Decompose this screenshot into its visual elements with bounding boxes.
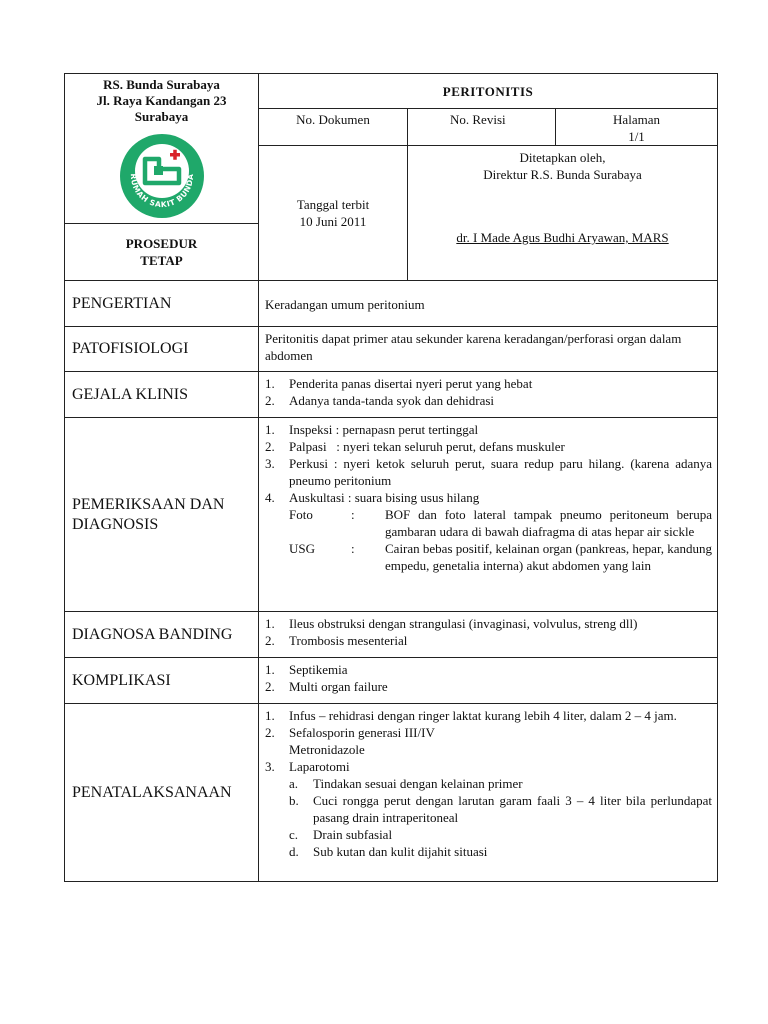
list-number: 3.: [265, 759, 275, 774]
no-dokumen-label: No. Dokumen: [296, 112, 370, 127]
list-text: Adanya tanda-tanda syok dan dehidrasi: [289, 393, 495, 408]
list-item: [265, 724, 712, 758]
tanggal-label: Tanggal terbit: [296, 197, 370, 212]
usg-text: Cairan bebas positif, kelainan organ (pankreas, hepar, kandung empedu, genetalia interna) akut abdomen yang lain: [385, 541, 713, 573]
halaman-label: Halaman: [613, 112, 660, 127]
sub-list-letter: d.: [289, 844, 299, 859]
tanggal-terbit-cell: [259, 146, 408, 281]
foto-label: Foto: [289, 507, 313, 522]
hospital-line-2: Jl. Raya Kandangan 23: [96, 93, 227, 108]
section-content-diagnosa-banding: [259, 612, 718, 658]
list-item: [265, 678, 712, 695]
list-item: [265, 392, 712, 409]
tetap-label: TETAP: [140, 253, 183, 268]
section-label-gejala-klinis: GEJALA KLINIS: [65, 372, 259, 418]
no-dokumen-cell: [259, 109, 408, 146]
direktur-label: Direktur R.S. Bunda Surabaya: [483, 167, 642, 182]
list-text: Trombosis mesenterial: [289, 633, 408, 648]
sub-list-letter: b.: [289, 793, 299, 808]
sop-document: [64, 73, 717, 882]
prosedur-label: PROSEDUR: [125, 236, 198, 251]
sub-list-item: [289, 792, 712, 826]
list-text: Auskultasi : suara bising usus hilang: [289, 490, 480, 505]
list-item: [265, 615, 712, 632]
section-label-pemeriksaan: [65, 418, 259, 612]
section-content-komplikasi: [259, 658, 718, 704]
section-content-patofisiologi: Peritonitis dapat primer atau sekunder karena keradangan/perforasi organ dalam abdomen: [259, 327, 718, 372]
list-number: 2.: [265, 633, 275, 648]
section-label-komplikasi: KOMPLIKASI: [65, 658, 259, 704]
section-label-diagnosa-banding: DIAGNOSA BANDING: [65, 612, 259, 658]
list-text: Laparotomi: [289, 759, 350, 774]
logo-text: RUMAH SAKIT BUNDA: [128, 173, 195, 210]
sub-list-item: [289, 826, 712, 843]
document-title: PERITONITIS: [259, 74, 718, 109]
list-text: Perkusi : nyeri ketok seluruh perut, suara redup paru hilang. (karena adanya pneumo peritonium: [289, 456, 713, 488]
list-text: Penderita panas disertai nyeri perut yang hebat: [289, 376, 533, 391]
sub-list-letter: c.: [289, 827, 299, 842]
list-text: Inspeksi : pernapasn perut tertinggal: [289, 422, 479, 437]
hospital-cell: [65, 74, 259, 224]
hospital-logo: [65, 125, 258, 223]
usg-colon: :: [351, 541, 355, 556]
hospital-line-1: RS. Bunda Surabaya: [103, 77, 220, 92]
list-item: [265, 421, 712, 438]
drug-metronidazole: Metronidazole: [289, 742, 365, 757]
list-number: 2.: [265, 679, 275, 694]
signatory-name: dr. I Made Agus Budhi Aryawan, MARS: [456, 230, 669, 245]
list-number: 2.: [265, 393, 275, 408]
list-number: 1.: [265, 708, 275, 723]
list-number: 1.: [265, 422, 275, 437]
sub-list-text: Cuci rongga perut dengan larutan garam faali 3 – 4 liter bila perlundapat pasang drain intraperitoneal: [313, 793, 713, 825]
list-item: [265, 438, 712, 455]
list-number: 4.: [265, 490, 275, 505]
halaman-value: 1/1: [628, 129, 645, 144]
section-content-gejala-klinis: [259, 372, 718, 418]
list-text: Palpasi : nyeri tekan seluruh perut, defans muskuler: [289, 439, 565, 454]
sub-list-text: Sub kutan dan kulit dijahit situasi: [313, 844, 488, 859]
ditetapkan-label: Ditetapkan oleh,: [519, 150, 606, 165]
foto-text: BOF dan foto lateral tampak pneumo peritoneum berupa gambaran udara di bawah diafragma di atas hepar air sickle: [385, 507, 713, 539]
rumah-sakit-bunda-logo-icon: [119, 133, 205, 219]
list-text: Ileus obstruksi dengan strangulasi (invaginasi, volvulus, streng dll): [289, 616, 638, 631]
list-number: 2.: [265, 725, 275, 740]
list-item: [265, 758, 712, 775]
list-text: Multi organ failure: [289, 679, 388, 694]
section-label-line-2: DIAGNOSIS: [72, 515, 159, 533]
sub-list-item: [289, 775, 712, 792]
list-text: [289, 724, 712, 758]
list-item: [265, 632, 712, 649]
ditetapkan-cell: [408, 146, 718, 281]
usg-finding: [265, 540, 712, 574]
sub-list-text: Drain subfasial: [313, 827, 393, 842]
usg-label: USG: [289, 541, 316, 556]
laparotomi-sublist: [265, 775, 712, 860]
section-label-patofisiologi: PATOFISIOLOGI: [65, 327, 259, 372]
prosedur-tetap-cell: [65, 224, 259, 281]
list-text: Infus – rehidrasi dengan ringer laktat kurang lebih 4 liter, dalam 2 – 4 jam.: [289, 708, 677, 723]
section-content-pemeriksaan: [259, 418, 718, 612]
list-number: 1.: [265, 376, 275, 391]
halaman-cell: [556, 109, 718, 146]
foto-finding: [265, 506, 712, 540]
foto-colon: :: [351, 507, 355, 522]
sop-table: [64, 73, 718, 882]
list-item: [265, 707, 712, 724]
list-item: [265, 661, 712, 678]
hospital-line-3: Surabaya: [134, 109, 189, 124]
section-label-line-1: PEMERIKSAAN DAN: [72, 495, 225, 513]
hospital-name: [65, 74, 258, 125]
list-item: [265, 489, 712, 506]
sub-list-letter: a.: [289, 776, 299, 791]
list-number: 3.: [265, 456, 275, 471]
sub-list-text: Tindakan sesuai dengan kelainan primer: [313, 776, 523, 791]
list-item: [265, 455, 712, 489]
sub-list-item: [289, 843, 712, 860]
section-content-penatalaksanaan: [259, 704, 718, 882]
no-revisi-cell: [408, 109, 556, 146]
list-number: 2.: [265, 439, 275, 454]
no-revisi-label: No. Revisi: [450, 112, 506, 127]
list-item: [265, 375, 712, 392]
list-number: 1.: [265, 616, 275, 631]
tanggal-value: 10 Juni 2011: [299, 214, 367, 229]
list-number: 1.: [265, 662, 275, 677]
list-text: Septikemia: [289, 662, 348, 677]
drug-sefalosporin: Sefalosporin generasi III/IV: [289, 725, 435, 740]
section-content-pengertian: Keradangan umum peritonium: [259, 281, 718, 327]
section-label-penatalaksanaan: PENATALAKSANAAN: [65, 704, 259, 882]
section-label-pengertian: PENGERTIAN: [65, 281, 259, 327]
